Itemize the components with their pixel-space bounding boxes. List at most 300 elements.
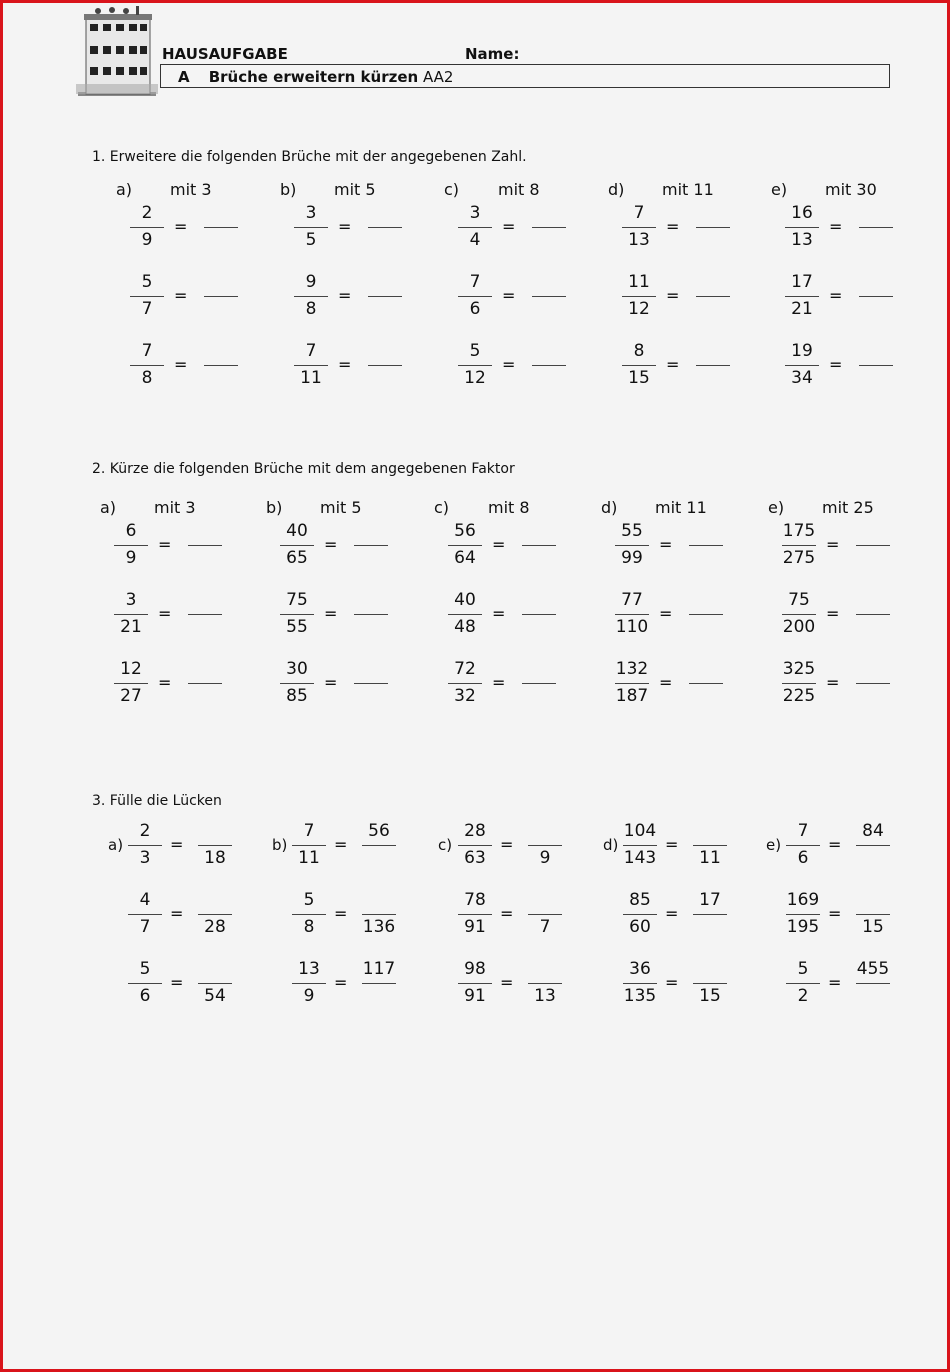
task2-fraction: [280, 591, 314, 638]
answer-numerator[interactable]: 455: [856, 959, 890, 979]
task2-answer-blank[interactable]: [689, 660, 723, 707]
equals-sign: =: [826, 535, 840, 554]
fraction-bar: [114, 545, 148, 546]
answer-denominator[interactable]: [696, 231, 730, 251]
answer-denominator[interactable]: [856, 849, 890, 869]
task2-answer-blank[interactable]: [856, 591, 890, 638]
denominator: 13: [628, 230, 650, 250]
denominator: 55: [286, 617, 308, 637]
fraction-bar: [292, 983, 326, 984]
fraction-bar: [294, 227, 328, 228]
numerator: 7: [797, 821, 809, 841]
answer-denominator[interactable]: [859, 231, 893, 251]
task2-answer-blank[interactable]: [354, 660, 388, 707]
answer-line[interactable]: [532, 365, 566, 366]
answer-line[interactable]: [204, 365, 238, 366]
task2-answer-blank[interactable]: [188, 522, 222, 569]
answer-denominator[interactable]: 54: [204, 986, 226, 1006]
denominator: 187: [615, 686, 649, 706]
answer-line[interactable]: [188, 545, 222, 546]
task2-answer-blank[interactable]: [522, 591, 556, 638]
denominator: 8: [141, 368, 153, 388]
answer-denominator[interactable]: 13: [534, 986, 556, 1006]
answer-numerator[interactable]: [188, 522, 222, 542]
task3-answer[interactable]: [856, 822, 890, 869]
task1-fraction: [622, 204, 656, 251]
task1-fraction: [130, 342, 164, 389]
answer-numerator[interactable]: [354, 591, 388, 611]
answer-line[interactable]: [522, 614, 556, 615]
fraction-bar: [128, 845, 162, 846]
answer-numerator[interactable]: [528, 891, 562, 911]
task2-answer-blank[interactable]: [188, 660, 222, 707]
task3-answer[interactable]: [693, 891, 727, 938]
answer-numerator[interactable]: [362, 891, 396, 911]
answer-numerator[interactable]: [522, 522, 556, 542]
answer-line[interactable]: [362, 914, 396, 915]
answer-denominator[interactable]: [859, 300, 893, 320]
task1-fraction: [458, 273, 492, 320]
task3-fraction: [292, 960, 326, 1007]
answer-denominator[interactable]: [522, 549, 556, 569]
answer-numerator[interactable]: 17: [699, 890, 721, 910]
answer-numerator[interactable]: [368, 342, 402, 362]
numerator: 7: [303, 821, 315, 841]
task1-fraction: [130, 204, 164, 251]
answer-line[interactable]: [859, 227, 893, 228]
task1-answer-blank[interactable]: [696, 204, 730, 251]
answer-denominator[interactable]: [532, 231, 566, 251]
equals-sign: =: [338, 217, 352, 236]
denominator: 99: [621, 548, 643, 568]
answer-denominator[interactable]: [856, 987, 890, 1007]
answer-numerator[interactable]: [198, 822, 232, 842]
answer-line[interactable]: [693, 914, 727, 915]
subtitle-letter: A: [178, 68, 190, 86]
answer-denominator[interactable]: [354, 549, 388, 569]
equals-sign: =: [826, 604, 840, 623]
answer-numerator[interactable]: [204, 273, 238, 293]
answer-line[interactable]: [689, 545, 723, 546]
answer-line[interactable]: [368, 296, 402, 297]
answer-line[interactable]: [198, 914, 232, 915]
answer-denominator[interactable]: [859, 369, 893, 389]
numerator: 72: [454, 659, 476, 679]
denominator: 11: [300, 368, 322, 388]
answer-numerator[interactable]: [693, 822, 727, 842]
task2-factor-label: mit 25: [822, 498, 874, 517]
answer-numerator[interactable]: [528, 960, 562, 980]
task3-answer[interactable]: [693, 960, 727, 1007]
task3-answer[interactable]: [528, 960, 562, 1007]
task3-fraction: [623, 822, 657, 869]
answer-numerator[interactable]: [204, 204, 238, 224]
task2-answer-blank[interactable]: [522, 660, 556, 707]
task3-fraction: [458, 891, 492, 938]
answer-denominator[interactable]: [696, 369, 730, 389]
equals-sign: =: [158, 604, 172, 623]
answer-denominator[interactable]: [362, 987, 396, 1007]
numerator: 3: [469, 203, 481, 223]
task2-answer-blank[interactable]: [354, 591, 388, 638]
numerator: 325: [782, 659, 816, 679]
task2-fraction: [448, 660, 482, 707]
numerator: 7: [469, 272, 481, 292]
answer-numerator[interactable]: [522, 591, 556, 611]
answer-numerator[interactable]: [198, 960, 232, 980]
denominator: 135: [623, 986, 657, 1006]
task1-answer-blank[interactable]: [696, 342, 730, 389]
answer-denominator[interactable]: [188, 549, 222, 569]
answer-line[interactable]: [204, 227, 238, 228]
task1-fraction: [294, 204, 328, 251]
fraction-bar: [280, 683, 314, 684]
task1-fraction: [294, 342, 328, 389]
fraction-bar: [128, 914, 162, 915]
numerator: 8: [633, 341, 645, 361]
task3-answer[interactable]: [198, 822, 232, 869]
answer-denominator[interactable]: [689, 549, 723, 569]
numerator: 104: [623, 821, 657, 841]
answer-line[interactable]: [856, 683, 890, 684]
task1-answer-blank[interactable]: [204, 342, 238, 389]
answer-numerator[interactable]: [532, 273, 566, 293]
answer-numerator[interactable]: [856, 891, 890, 911]
answer-line[interactable]: [204, 296, 238, 297]
answer-numerator[interactable]: [198, 891, 232, 911]
answer-numerator[interactable]: [696, 204, 730, 224]
fraction-bar: [292, 914, 326, 915]
answer-line[interactable]: [696, 365, 730, 366]
numerator: 98: [464, 959, 486, 979]
answer-line[interactable]: [368, 365, 402, 366]
task3-answer[interactable]: [198, 960, 232, 1007]
answer-line[interactable]: [856, 545, 890, 546]
task3-answer[interactable]: [528, 891, 562, 938]
denominator: 48: [454, 617, 476, 637]
answer-denominator[interactable]: [696, 300, 730, 320]
task2-answer-blank[interactable]: [522, 522, 556, 569]
answer-numerator[interactable]: [856, 522, 890, 542]
answer-line[interactable]: [188, 683, 222, 684]
numerator: 4: [139, 890, 151, 910]
task1-answer-blank[interactable]: [368, 204, 402, 251]
numerator: 40: [286, 521, 308, 541]
equals-sign: =: [829, 286, 843, 305]
task3-fraction: [458, 960, 492, 1007]
answer-line[interactable]: [528, 914, 562, 915]
task3-col-label: b): [272, 836, 288, 854]
task3-col-label: a): [108, 836, 124, 854]
denominator: 32: [454, 686, 476, 706]
fraction-bar: [785, 227, 819, 228]
task1-answer-blank[interactable]: [532, 342, 566, 389]
equals-sign: =: [324, 673, 338, 692]
fraction-bar: [786, 914, 820, 915]
answer-denominator[interactable]: 9: [539, 848, 551, 868]
answer-line[interactable]: [354, 614, 388, 615]
fraction-bar: [782, 683, 816, 684]
equals-sign: =: [659, 673, 673, 692]
task3-fraction: [786, 822, 820, 869]
answer-line[interactable]: [689, 683, 723, 684]
task2-factor-label: mit 3: [154, 498, 196, 517]
task3-fraction: [128, 822, 162, 869]
answer-denominator[interactable]: [188, 618, 222, 638]
task1-answer-blank[interactable]: [204, 273, 238, 320]
denominator: 7: [141, 299, 153, 319]
answer-numerator[interactable]: [689, 660, 723, 680]
answer-numerator[interactable]: [859, 342, 893, 362]
equals-sign: =: [826, 673, 840, 692]
answer-numerator[interactable]: [368, 204, 402, 224]
answer-numerator[interactable]: [204, 342, 238, 362]
answer-line[interactable]: [362, 983, 396, 984]
task2-answer-blank[interactable]: [354, 522, 388, 569]
answer-denominator[interactable]: [532, 300, 566, 320]
answer-numerator[interactable]: 56: [368, 821, 390, 841]
fraction-bar: [623, 983, 657, 984]
task1-answer-blank[interactable]: [532, 273, 566, 320]
numerator: 11: [628, 272, 650, 292]
task1-answer-blank[interactable]: [859, 273, 893, 320]
numerator: 7: [305, 341, 317, 361]
task1-fraction: [458, 204, 492, 251]
denominator: 6: [139, 986, 151, 1006]
answer-denominator[interactable]: [522, 618, 556, 638]
answer-denominator[interactable]: [188, 687, 222, 707]
answer-numerator[interactable]: 84: [862, 821, 884, 841]
answer-line[interactable]: [693, 845, 727, 846]
task2-answer-blank[interactable]: [689, 522, 723, 569]
answer-numerator[interactable]: [532, 204, 566, 224]
answer-numerator[interactable]: [693, 960, 727, 980]
answer-denominator[interactable]: [368, 300, 402, 320]
task2-instruction: 2. Kürze die folgenden Brüche mit dem angegebenen Faktor: [92, 461, 515, 477]
answer-numerator[interactable]: [354, 660, 388, 680]
numerator: 12: [120, 659, 142, 679]
answer-line[interactable]: [696, 296, 730, 297]
task1-answer-blank[interactable]: [532, 204, 566, 251]
answer-line[interactable]: [856, 614, 890, 615]
task1-instruction: 1. Erweitere die folgenden Brüche mit der angegebenen Zahl.: [92, 149, 527, 165]
task3-answer[interactable]: [362, 822, 396, 869]
answer-numerator[interactable]: [528, 822, 562, 842]
task1-factor-label: mit 8: [498, 180, 540, 199]
task1-answer-blank[interactable]: [204, 204, 238, 251]
task3-fraction: [786, 960, 820, 1007]
answer-numerator[interactable]: [856, 591, 890, 611]
answer-line[interactable]: [856, 845, 890, 846]
answer-line[interactable]: [856, 914, 890, 915]
denominator: 6: [469, 299, 481, 319]
task1-fraction: [622, 273, 656, 320]
task3-answer[interactable]: [362, 891, 396, 938]
task3-answer[interactable]: [198, 891, 232, 938]
answer-denominator[interactable]: 7: [539, 917, 551, 937]
answer-line[interactable]: [522, 545, 556, 546]
numerator: 2: [139, 821, 151, 841]
denominator: 4: [469, 230, 481, 250]
task3-answer[interactable]: [528, 822, 562, 869]
fraction-bar: [782, 614, 816, 615]
denominator: 5: [305, 230, 317, 250]
task1-answer-blank[interactable]: [859, 342, 893, 389]
answer-denominator[interactable]: [522, 687, 556, 707]
answer-numerator[interactable]: [689, 522, 723, 542]
task1-factor-label: mit 11: [662, 180, 714, 199]
answer-line[interactable]: [696, 227, 730, 228]
task3-col-label: d): [603, 836, 619, 854]
task1-fraction: [785, 273, 819, 320]
numerator: 55: [621, 521, 643, 541]
fraction-bar: [785, 296, 819, 297]
task3-answer[interactable]: [856, 960, 890, 1007]
answer-denominator[interactable]: [532, 369, 566, 389]
answer-denominator[interactable]: [856, 549, 890, 569]
answer-denominator[interactable]: 15: [862, 917, 884, 937]
answer-denominator[interactable]: [204, 300, 238, 320]
denominator: 60: [629, 917, 651, 937]
numerator: 17: [791, 272, 813, 292]
denominator: 63: [464, 848, 486, 868]
answer-numerator[interactable]: [532, 342, 566, 362]
answer-numerator[interactable]: [354, 522, 388, 542]
answer-line[interactable]: [689, 614, 723, 615]
answer-denominator[interactable]: 18: [204, 848, 226, 868]
answer-denominator[interactable]: 15: [699, 986, 721, 1006]
denominator: 143: [623, 848, 657, 868]
answer-denominator[interactable]: [856, 687, 890, 707]
answer-line[interactable]: [532, 227, 566, 228]
task2-fraction: [615, 591, 649, 638]
answer-line[interactable]: [198, 845, 232, 846]
numerator: 7: [141, 341, 153, 361]
equals-sign: =: [665, 904, 679, 923]
answer-line[interactable]: [368, 227, 402, 228]
task2-fraction: [280, 522, 314, 569]
fraction-bar: [114, 683, 148, 684]
answer-line[interactable]: [856, 983, 890, 984]
task2-fraction: [114, 591, 148, 638]
answer-numerator[interactable]: [689, 591, 723, 611]
task3-fraction: [292, 891, 326, 938]
task3-answer[interactable]: [856, 891, 890, 938]
answer-denominator[interactable]: [204, 369, 238, 389]
answer-numerator[interactable]: [368, 273, 402, 293]
task3-answer[interactable]: [693, 822, 727, 869]
equals-sign: =: [666, 286, 680, 305]
answer-denominator[interactable]: [362, 849, 396, 869]
equals-sign: =: [502, 286, 516, 305]
denominator: 9: [125, 548, 137, 568]
task3-answer[interactable]: [362, 960, 396, 1007]
equals-sign: =: [334, 835, 348, 854]
answer-numerator[interactable]: [188, 591, 222, 611]
answer-line[interactable]: [693, 983, 727, 984]
numerator: 40: [454, 590, 476, 610]
fraction-bar: [615, 683, 649, 684]
answer-denominator[interactable]: 11: [699, 848, 721, 868]
answer-denominator[interactable]: [368, 231, 402, 251]
fraction-bar: [623, 845, 657, 846]
task2-answer-blank[interactable]: [188, 591, 222, 638]
answer-line[interactable]: [532, 296, 566, 297]
numerator: 3: [125, 590, 137, 610]
fraction-bar: [615, 545, 649, 546]
answer-numerator[interactable]: [696, 342, 730, 362]
denominator: 11: [298, 848, 320, 868]
denominator: 91: [464, 986, 486, 1006]
answer-numerator[interactable]: [859, 273, 893, 293]
task2-fraction: [782, 591, 816, 638]
answer-denominator[interactable]: [856, 618, 890, 638]
answer-numerator[interactable]: 117: [362, 959, 396, 979]
task2-answer-blank[interactable]: [856, 660, 890, 707]
answer-line[interactable]: [859, 296, 893, 297]
answer-denominator[interactable]: [354, 618, 388, 638]
answer-line[interactable]: [354, 683, 388, 684]
task1-answer-blank[interactable]: [696, 273, 730, 320]
answer-numerator[interactable]: [859, 204, 893, 224]
answer-numerator[interactable]: [856, 660, 890, 680]
equals-sign: =: [500, 904, 514, 923]
denominator: 3: [139, 848, 151, 868]
numerator: 78: [464, 890, 486, 910]
equals-sign: =: [665, 973, 679, 992]
task2-answer-blank[interactable]: [689, 591, 723, 638]
answer-denominator[interactable]: [354, 687, 388, 707]
answer-denominator[interactable]: [693, 918, 727, 938]
task1-answer-blank[interactable]: [368, 342, 402, 389]
answer-line[interactable]: [859, 365, 893, 366]
answer-line[interactable]: [528, 845, 562, 846]
answer-line[interactable]: [522, 683, 556, 684]
task1-fraction: [785, 342, 819, 389]
answer-line[interactable]: [354, 545, 388, 546]
answer-line[interactable]: [188, 614, 222, 615]
equals-sign: =: [502, 355, 516, 374]
task1-answer-blank[interactable]: [859, 204, 893, 251]
denominator: 195: [786, 917, 820, 937]
answer-line[interactable]: [362, 845, 396, 846]
task1-answer-blank[interactable]: [368, 273, 402, 320]
denominator: 7: [139, 917, 151, 937]
numerator: 5: [141, 272, 153, 292]
task2-fraction: [114, 522, 148, 569]
equals-sign: =: [334, 904, 348, 923]
denominator: 200: [782, 617, 816, 637]
worksheet-title: HAUSAUFGABE: [162, 45, 288, 63]
answer-denominator[interactable]: 28: [204, 917, 226, 937]
denominator: 110: [615, 617, 649, 637]
answer-denominator[interactable]: [204, 231, 238, 251]
answer-denominator[interactable]: 136: [362, 917, 396, 937]
task3-col-label: c): [438, 836, 453, 854]
task2-answer-blank[interactable]: [856, 522, 890, 569]
answer-numerator[interactable]: [522, 660, 556, 680]
answer-numerator[interactable]: [188, 660, 222, 680]
answer-line[interactable]: [198, 983, 232, 984]
answer-denominator[interactable]: [689, 618, 723, 638]
answer-line[interactable]: [528, 983, 562, 984]
denominator: 2: [797, 986, 809, 1006]
answer-denominator[interactable]: [368, 369, 402, 389]
denominator: 13: [791, 230, 813, 250]
answer-denominator[interactable]: [689, 687, 723, 707]
answer-numerator[interactable]: [696, 273, 730, 293]
numerator: 75: [788, 590, 810, 610]
